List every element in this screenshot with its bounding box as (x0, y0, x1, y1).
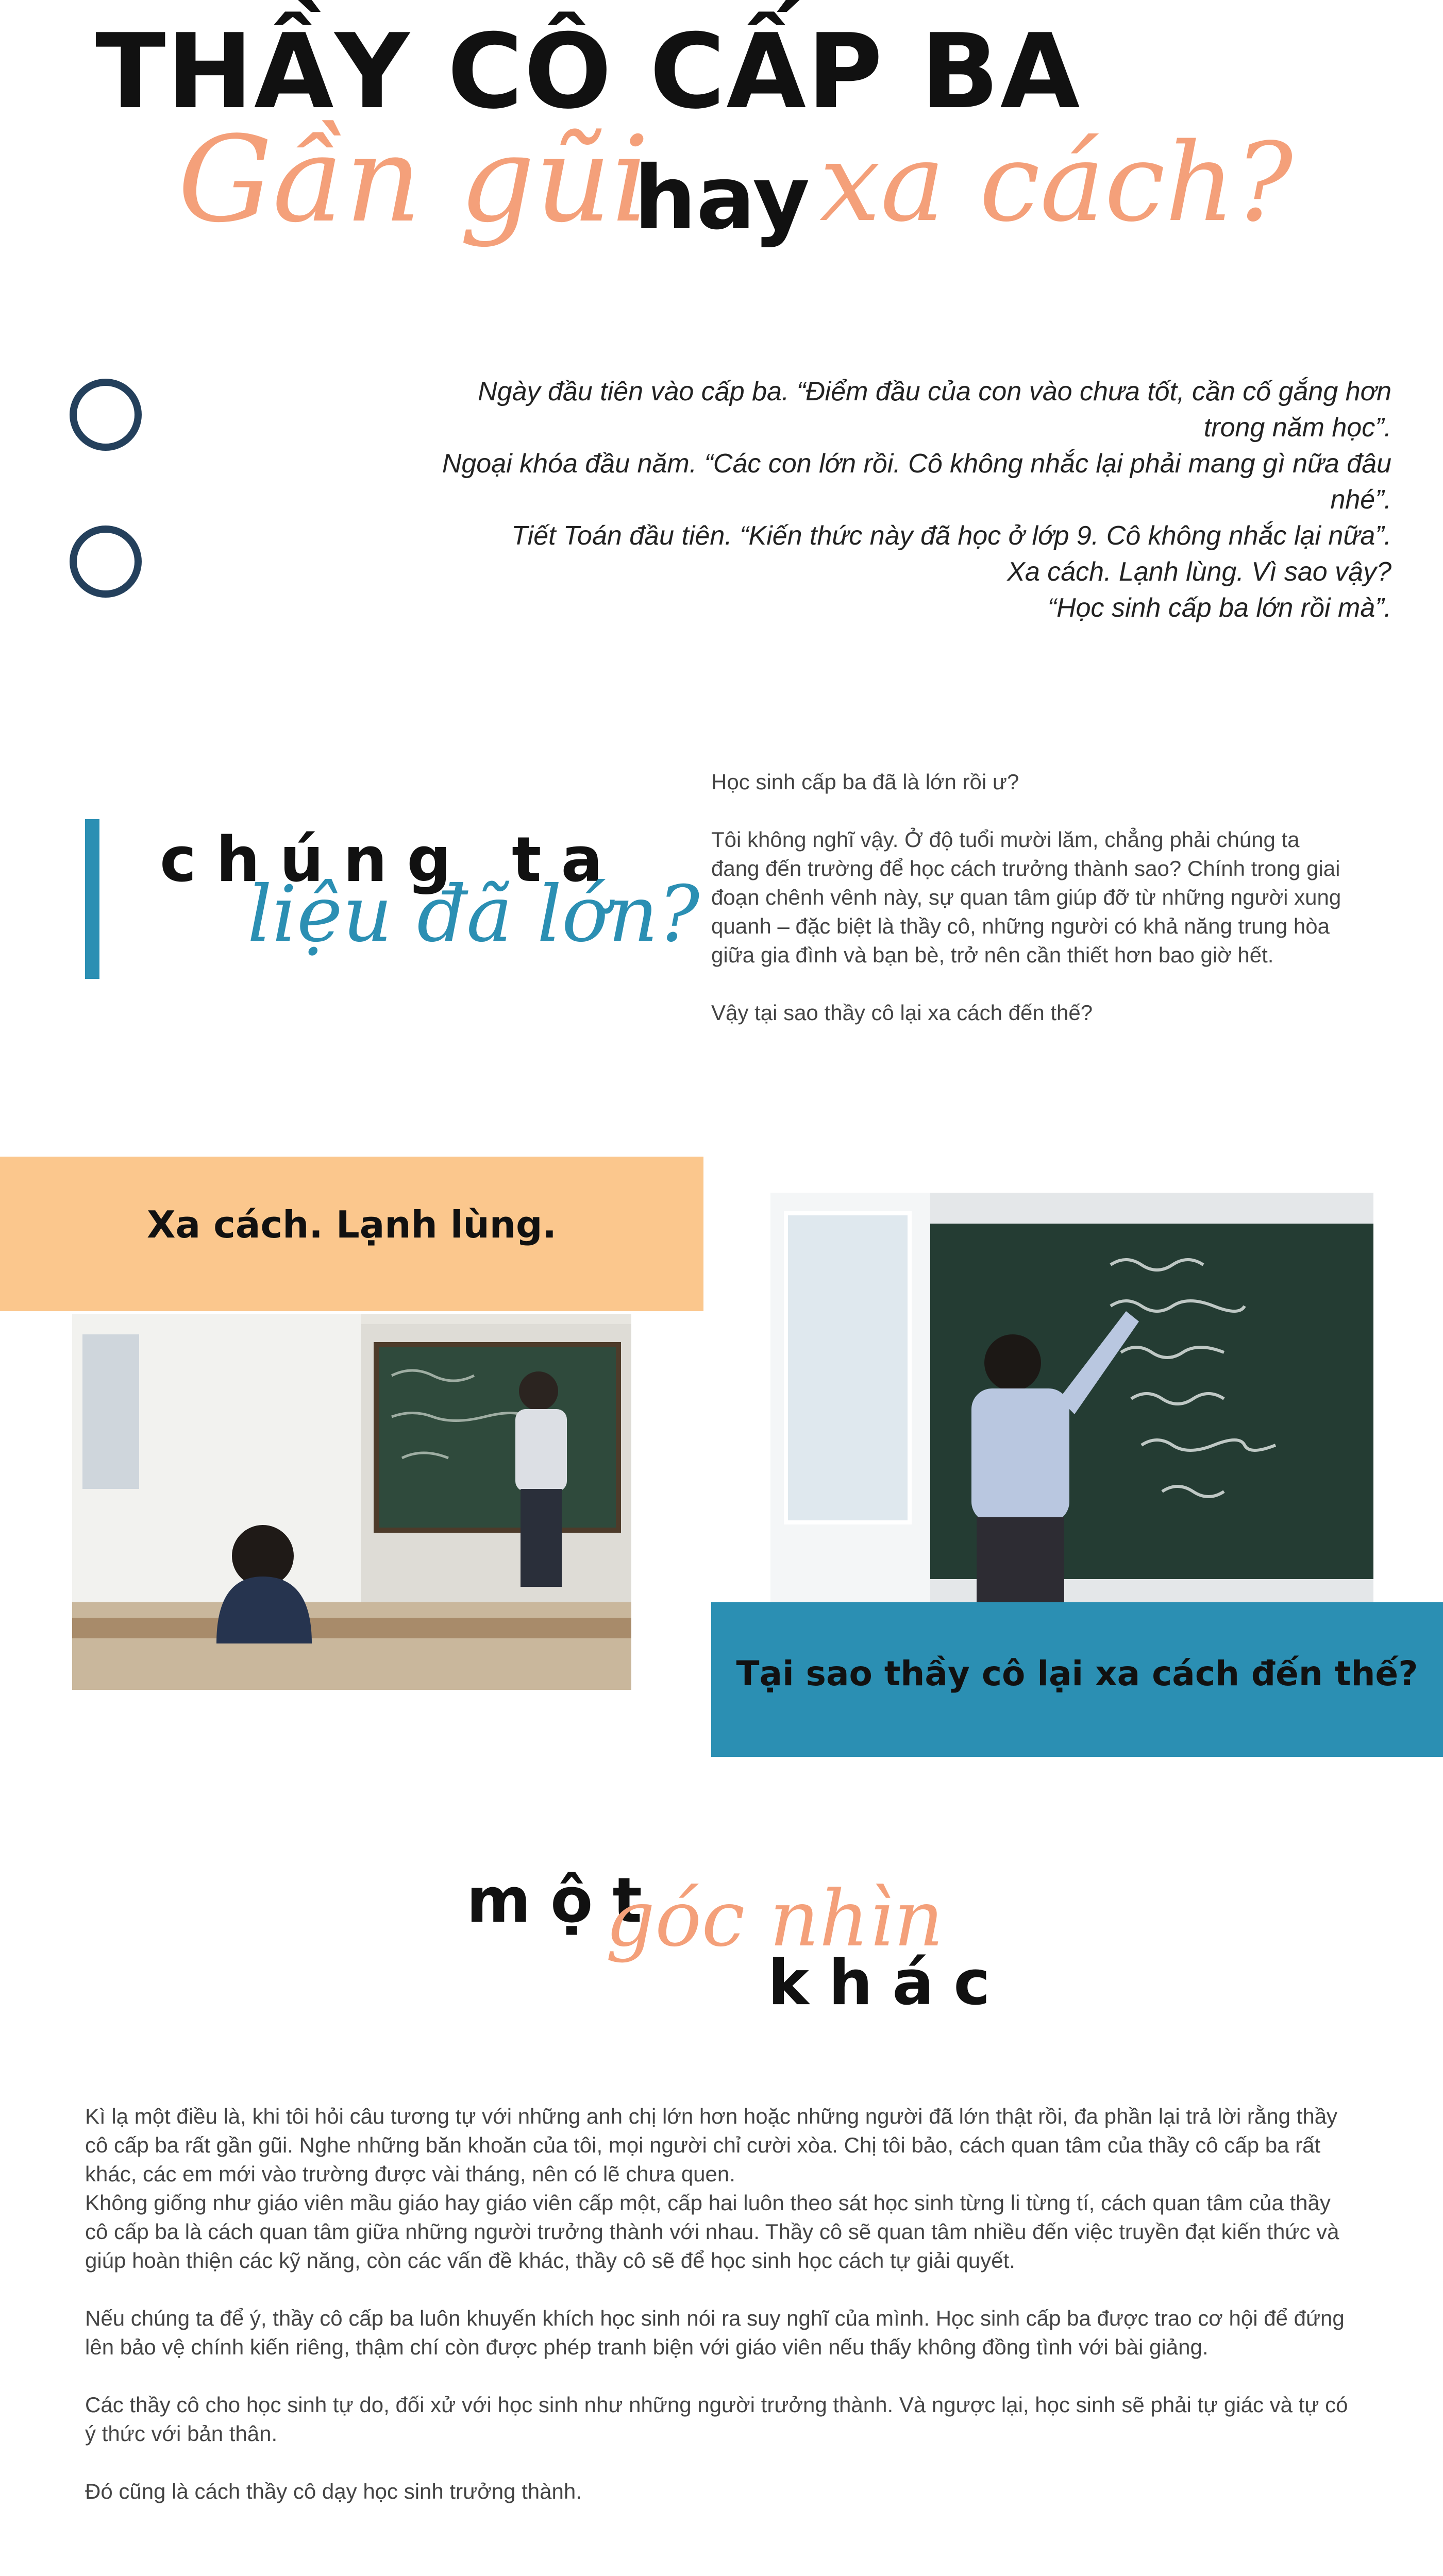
label-cold: Xa cách. Lạnh lùng. (147, 1203, 557, 1246)
paragraph: Học sinh cấp ba đã là lớn rồi ư? (711, 770, 1019, 794)
section-heading-script: liệu đã lớn? (247, 870, 700, 959)
teacher-photo (770, 1193, 1373, 1607)
paragraph: Đó cũng là cách thầy cô dạy học sinh trưởng thành. (85, 2479, 582, 2503)
intro-quote (412, 374, 1391, 626)
section-body (711, 768, 1350, 1056)
quote-line: “Học sinh cấp ba lớn rồi mà”. (1047, 593, 1391, 623)
circle-icon (70, 379, 142, 451)
section-body (85, 2102, 1353, 2535)
quote-line: Xa cách. Lạnh lùng. Vì sao vậy? (1007, 557, 1391, 587)
section-heading-script: góc nhìn (606, 1874, 944, 1964)
label-why: Tại sao thầy cô lại xa cách đến thế? (736, 1654, 1418, 1693)
paragraph: Các thầy cô cho học sinh tự do, đối xử với học sinh như những người trưởng thành. Và ngược lại, học sinh sẽ phải tự giác và tự có ý thức với bản thân. (85, 2393, 1348, 2446)
paragraph: Vậy tại sao thầy cô lại xa cách đến thế? (711, 1001, 1093, 1025)
section-heading: một (466, 1865, 662, 1937)
title-gan-gui: Gần gũi (178, 111, 649, 249)
circle-icon (70, 526, 142, 598)
quote-line: Tiết Toán đầu tiên. “Kiến thức này đã học ở lớp 9. Cô không nhắc lại nữa”. (511, 521, 1391, 551)
title-hay: hay (634, 147, 810, 249)
quote-line: Ngoại khóa đầu năm. “Các con lớn rồi. Cô không nhắc lại phải mang gì nữa đâu nhé”. (442, 449, 1391, 515)
page-title: THẦY CÔ CẤP BA (95, 12, 1081, 132)
title-xa-cach: xa cách? (819, 120, 1293, 246)
quote-line: Ngày đầu tiên vào cấp ba. “Điểm đầu của con vào chưa tốt, cần cố gắng hơn trong năm học”. (478, 377, 1391, 443)
classroom-photo (72, 1314, 631, 1690)
paragraph: Nếu chúng ta để ý, thầy cô cấp ba luôn khuyến khích học sinh nói ra suy nghĩ của mình. Học sinh cấp ba được trao cơ hội để đứng lên bảo vệ chính kiến riêng, thậm chí còn được phép tranh biện với giáo viên nếu thấy không đồng tình với bài giảng. (85, 2306, 1345, 2359)
paragraph: Kì lạ một điều là, khi tôi hỏi câu tương tự với những anh chị lớn hơn hoặc những người đã lớn thật rồi, đa phần lại trả lời rằng thầy cô cấp ba rất gần gũi. Nghe những băn khoăn của tôi, mọi người chỉ cười xòa. Chị tôi bảo, cách quan tâm của thầy cô cấp ba rất khác, các em mới vào trường được vài tháng, nên có lẽ chưa quen. (85, 2104, 1338, 2186)
paragraph: Tôi không nghĩ vậy. Ở độ tuổi mười lăm, chẳng phải chúng ta đang đến trường để học cách trưởng thành sao? Chính trong giai đoạn chênh vênh này, sự quan tâm giúp đỡ từ những người xung quanh – đặc biệt là thầy cô, những người có khả năng trung hòa giữa gia đình và bạn bè, trở nên cần thiết hơn bao giờ hết. (711, 827, 1341, 967)
paragraph: Không giống như giáo viên mầu giáo hay giáo viên cấp một, cấp hai luôn theo sát học sinh từng li từng tí, cách quan tâm của thầy cô cấp ba là cách quan tâm giữa những người trưởng thành với nhau. Thầy cô sẽ quan tâm nhiều đến việc truyền đạt kiến thức và giúp hoàn thiện các kỹ năng, còn các vấn đề khác, thầy cô sẽ để học sinh học cách tự giải quyết. (85, 2191, 1339, 2273)
accent-bar (85, 819, 99, 979)
section-heading: khác (768, 1947, 1010, 2019)
section-heading: chúng ta (160, 824, 623, 896)
